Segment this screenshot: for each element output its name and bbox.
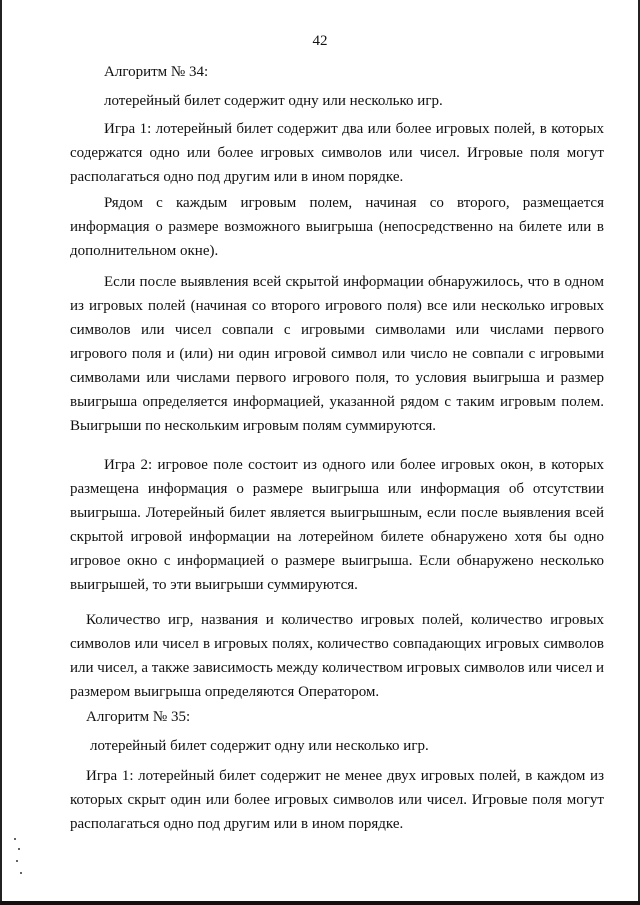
page-number: 42 [312, 33, 328, 49]
algorithm-35-heading: Алгоритм № 35: [86, 709, 191, 725]
algorithm-34-intro: лотерейный билет содержит одну или несколько игр. [104, 93, 443, 109]
winning-conditions-paragraph: Если после выявления всей скрытой информации обнаружилось, что в одном из игровых полей (начиная со второго игрового поля) все или несколько игровых символов или чисел совпали с игровыми символами или числами первого игрового поля и (или) ни один игровой символ или число не совпали с игровыми символами или числами первого игрового поля, то условия выигрыша и размер выигрыша определяется информацией, указанной рядом с таким игровым полем. Выигрыши по нескольким игровым полям суммируются. [70, 274, 604, 434]
prize-info-paragraph: Рядом с каждым игровым полем, начиная со второго, размещается информация о размере возможного выигрыша (непосредственно на билете или в дополнительном окне). [70, 195, 604, 259]
operator-paragraph: Количество игр, названия и количество игровых полей, количество игровых символов или чисел в игровых полях, количество совпадающих игровых символов или чисел, а также зависимость между количеством игровых символов или чисел и размером выигрыша определяются Оператором. [70, 612, 605, 700]
game-2-paragraph: Игра 2: игровое поле состоит из одного или более игровых окон, в которых размещена информация о размере выигрыша или информация об отсутствии выигрыша. Лотерейный билет является выигрышным, если после выявления всей скрытой игровой информации на лотерейном билете обнаружено хотя бы одно игровое окно с информацией о размере выигрыша. Если обнаружено несколько выигрышей, то эти выигрыши суммируются. [70, 457, 604, 593]
game-1-paragraph: Игра 1: лотерейный билет содержит два или более игровых полей, в которых содержатся одно или более игровых символов или чисел. Игровые поля могут располагаться одно под другим или в ином порядке. [70, 121, 604, 185]
scan-bottom-edge [0, 901, 640, 905]
algorithm-35-game-1-paragraph: Игра 1: лотерейный билет содержит не менее двух игровых полей, в каждом из которых скрыт один или более игровых символов или чисел. Игровые поля могут располагаться одно под другим или в ином порядке. [70, 768, 604, 832]
algorithm-35-intro: лотерейный билет содержит одну или несколько игр. [90, 738, 429, 754]
algorithm-34-heading: Алгоритм № 34: [104, 64, 209, 80]
scan-left-edge [0, 0, 2, 905]
